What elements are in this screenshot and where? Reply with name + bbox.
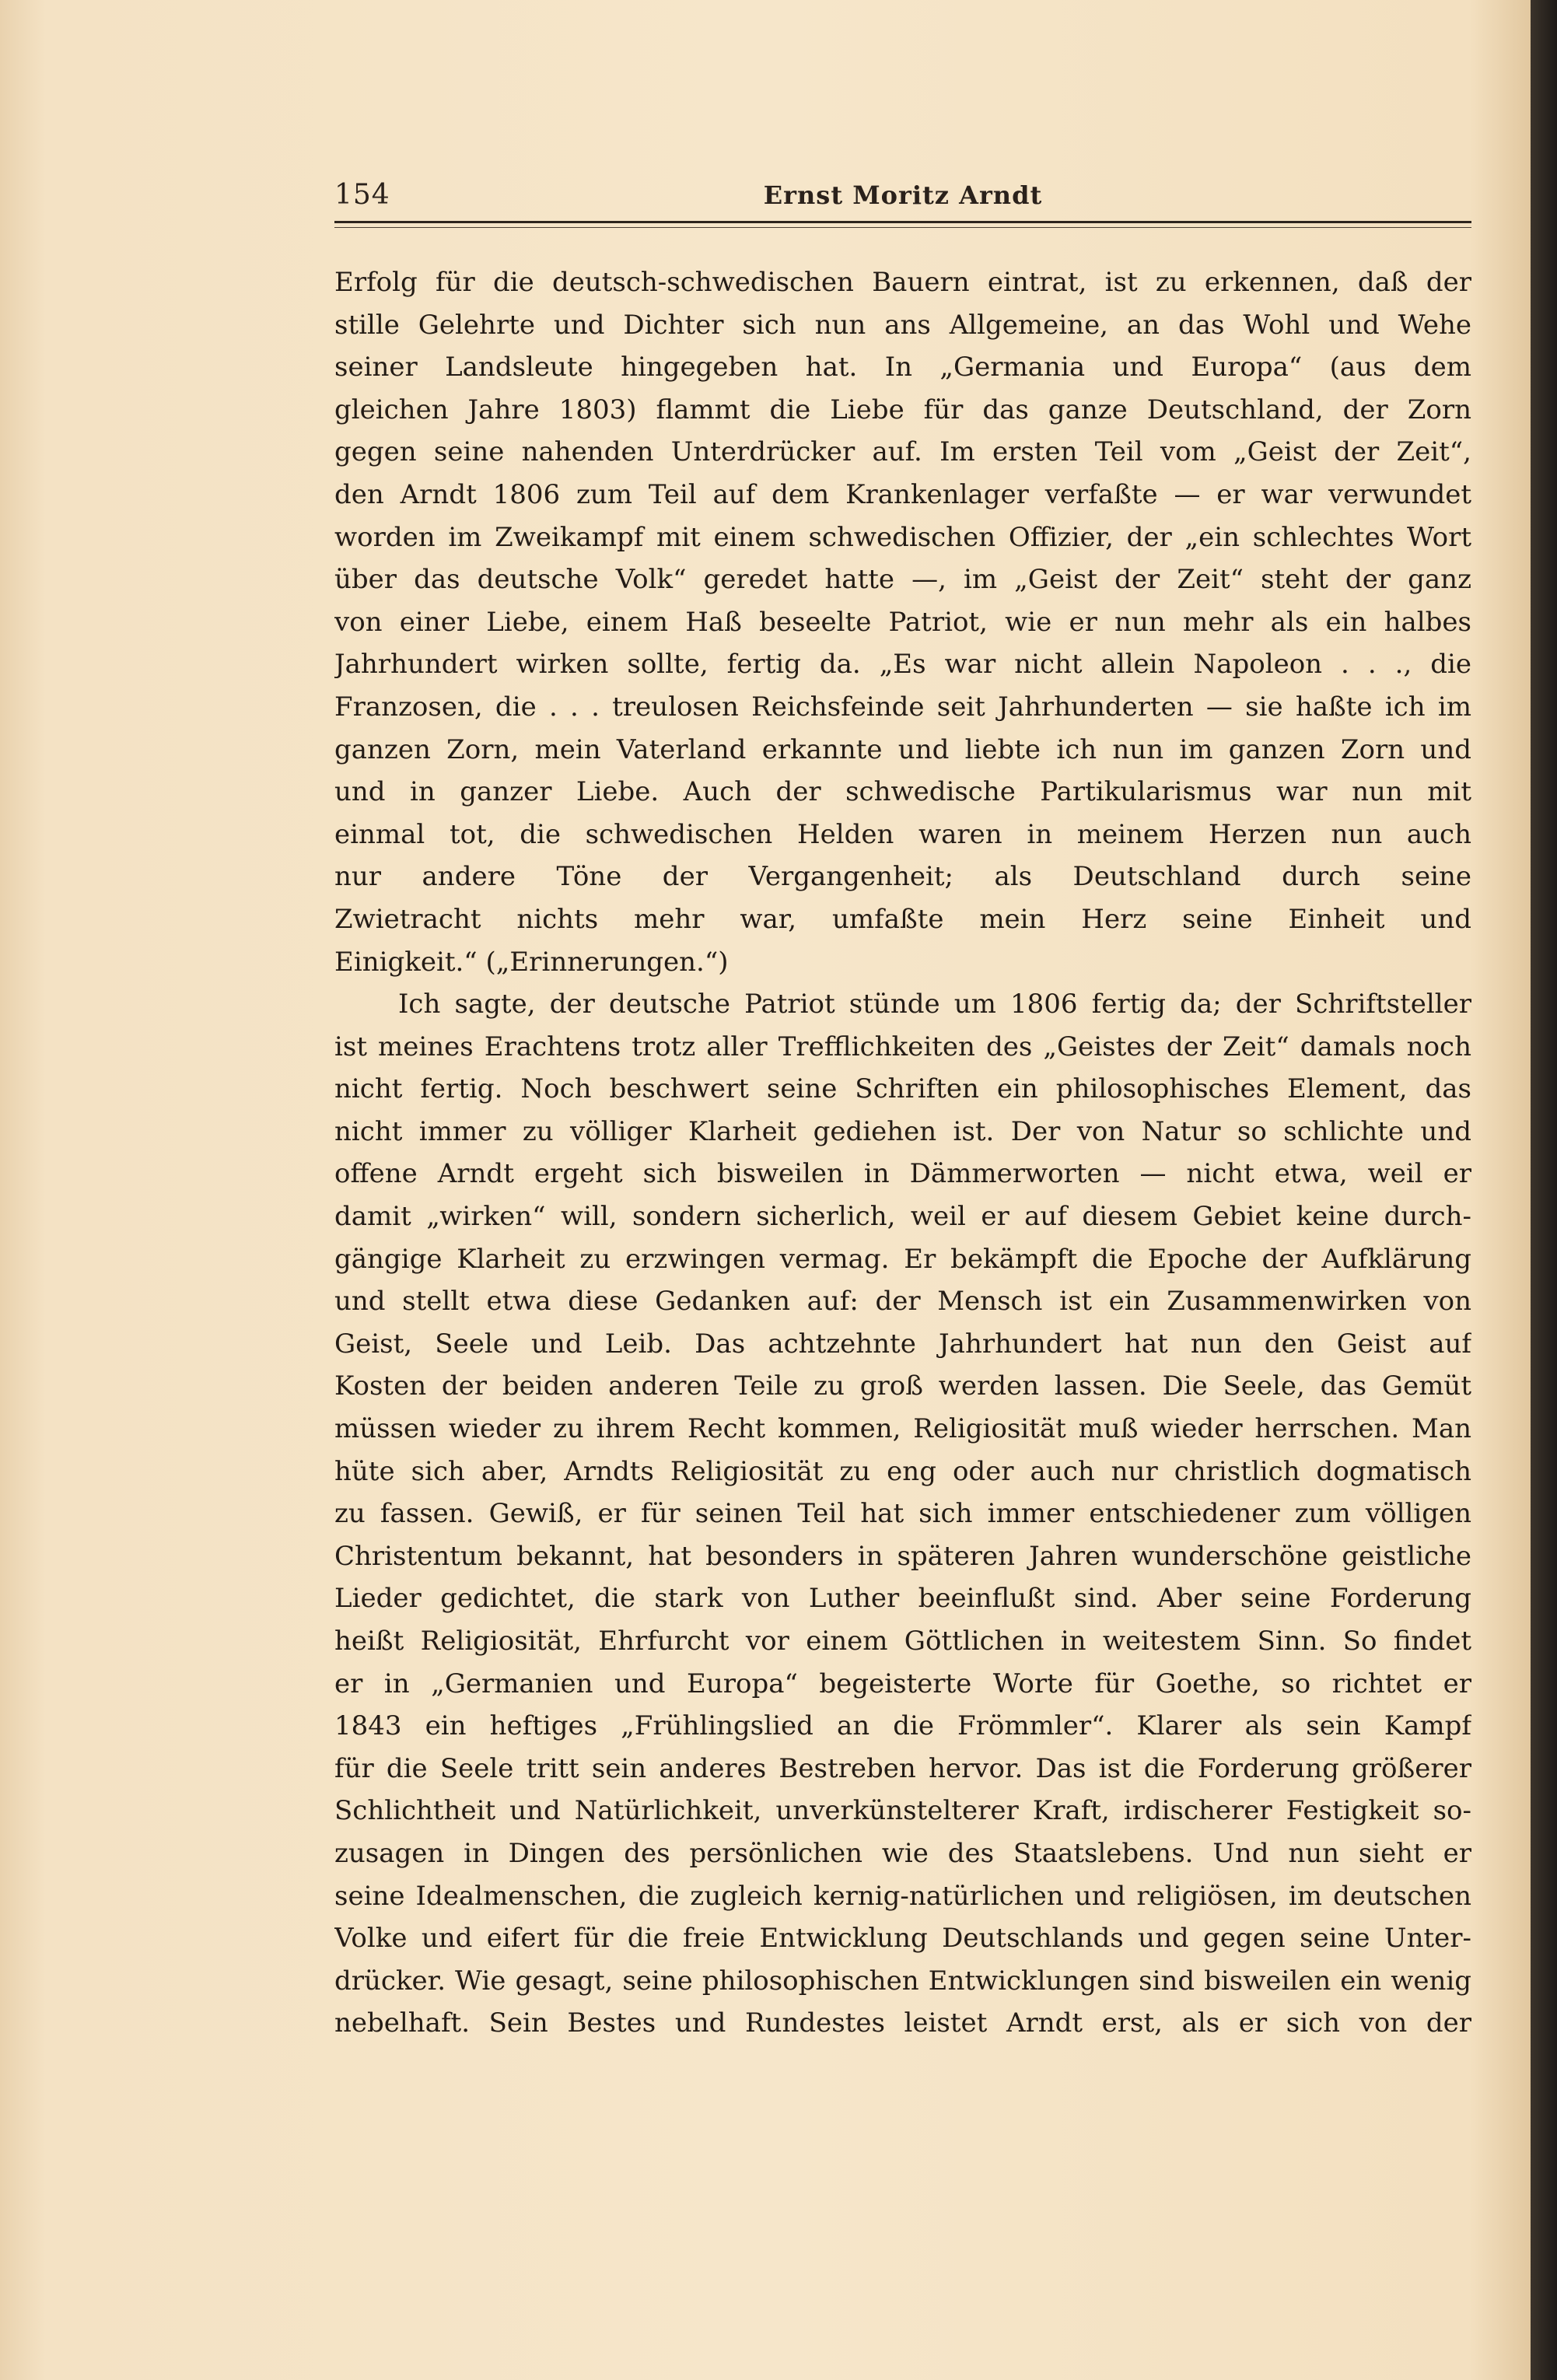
text-line: zusagen in Dingen des persönlichen wie des Staatslebens. Und nun sieht er xyxy=(334,1837,1471,1869)
text-line: Kosten der beiden anderen Teile zu groß werden lassen. Die Seele, das Gemüt xyxy=(334,1370,1471,1402)
text-line: Schlichtheit und Natürlichkeit, unverkünstelterer Kraft, irdischerer Festigkeit so- xyxy=(334,1795,1471,1827)
text-line: Erfolg für die deutsch-schwedischen Bauern eintrat, ist zu erkennen, daß der xyxy=(334,267,1471,298)
text-line: Volke und eifert für die freie Entwicklung Deutschlands und gegen seine Unter- xyxy=(334,1923,1471,1955)
text-line: nur andere Töne der Vergangenheit; als Deutschland durch seine xyxy=(334,861,1471,893)
text-line: Zwietracht nichts mehr war, umfaßte mein Herz seine Einheit und xyxy=(334,903,1471,935)
text-line: Franzosen, die . . . treulosen Reichsfeinde seit Jahrhunderten — sie haßte ich im xyxy=(334,691,1471,723)
text-line: und stellt etwa diese Gedanken auf: der Mensch ist ein Zusammenwirken von xyxy=(334,1286,1471,1318)
text-line: Christentum bekannt, hat besonders in späteren Jahren wunderschöne geistliche xyxy=(334,1540,1471,1572)
running-title: Ernst Moritz Arndt xyxy=(763,180,1043,210)
text-line: gängige Klarheit zu erzwingen vermag. Er bekämpft die Epoche der Aufklärung xyxy=(334,1243,1471,1275)
text-line: stille Gelehrte und Dichter sich nun ans Allgemeine, an das Wohl und Wehe xyxy=(334,309,1471,341)
text-line: drücker. Wie gesagt, seine philosophischen Entwicklungen sind bisweilen ein wenig xyxy=(334,1965,1471,1997)
paragraph-1 xyxy=(334,261,1471,983)
text-line: Einigkeit.“ („Erinnerungen.“) xyxy=(334,946,729,978)
text-line: seine Idealmenschen, die zugleich kernig-natürlichen und religiösen, im deutschen xyxy=(334,1880,1471,1912)
text-line: für die Seele tritt sein anderes Bestreben hervor. Das ist die Forderung größerer xyxy=(334,1752,1471,1784)
page-header xyxy=(334,173,1471,219)
text-line: offene Arndt ergeht sich bisweilen in Dämmerworten — nicht etwa, weil er xyxy=(334,1158,1471,1190)
text-line: Geist, Seele und Leib. Das achtzehnte Jahrhundert hat nun den Geist auf xyxy=(334,1328,1471,1360)
text-line: den Arndt 1806 zum Teil auf dem Krankenlager verfaßte — er war verwundet xyxy=(334,478,1471,510)
text-line: und in ganzer Liebe. Auch der schwedische Partikularismus war nun mit xyxy=(334,776,1471,808)
header-rule-thick xyxy=(334,221,1471,223)
text-line: damit „wirken“ will, sondern sicherlich, weil er auf diesem Gebiet keine durch- xyxy=(334,1201,1471,1233)
text-line: heißt Religiosität, Ehrfurcht vor einem Göttlichen in weitestem Sinn. So findet xyxy=(334,1626,1471,1657)
text-line: müssen wieder zu ihrem Recht kommen, Religiosität muß wieder herrschen. Man xyxy=(334,1413,1471,1445)
text-line: Jahrhundert wirken sollte, fertig da. „Es war nicht allein Napoleon . . ., die xyxy=(334,649,1471,681)
text-line: hüte sich aber, Arndts Religiosität zu eng oder auch nur christlich dogmatisch xyxy=(334,1455,1471,1487)
text-line: ist meines Erachtens trotz aller Trefflichkeiten des „Geistes der Zeit“ damals noch xyxy=(334,1031,1471,1062)
text-line: gleichen Jahre 1803) flammt die Liebe für das ganze Deutschland, der Zorn xyxy=(334,394,1471,425)
body-text xyxy=(334,261,1471,2045)
text-line: er in „Germanien und Europa“ begeisterte Worte für Goethe, so richtet er xyxy=(334,1668,1471,1699)
text-line: ganzen Zorn, mein Vaterland erkannte und liebte ich nun im ganzen Zorn und xyxy=(334,733,1471,765)
text-line: einmal tot, die schwedischen Helden waren in meinem Herzen nun auch xyxy=(334,818,1471,850)
text-line: zu fassen. Gewiß, er für seinen Teil hat sich immer entschiedener zum völligen xyxy=(334,1498,1471,1530)
text-line: nebelhaft. Sein Bestes und Rundestes leistet Arndt erst, als er sich von der xyxy=(334,2007,1471,2039)
text-line: von einer Liebe, einem Haß beseelte Patriot, wie er nun mehr als ein halbes xyxy=(334,606,1471,638)
text-line: gegen seine nahenden Unterdrücker auf. Im ersten Teil vom „Geist der Zeit“, xyxy=(334,436,1471,468)
text-line: 1843 ein heftiges „Frühlingslied an die Frömmler“. Klarer als sein Kampf xyxy=(334,1710,1471,1742)
text-line: nicht fertig. Noch beschwert seine Schriften ein philosophisches Element, das xyxy=(334,1073,1471,1105)
text-line: worden im Zweikampf mit einem schwedischen Offizier, der „ein schlechtes Wort xyxy=(334,521,1471,553)
text-line: über das deutsche Volk“ geredet hatte —, im „Geist der Zeit“ steht der ganz xyxy=(334,564,1471,596)
text-line: Lieder gedichtet, die stark von Luther beeinflußt sind. Aber seine Forderung xyxy=(334,1583,1471,1615)
text-line: seiner Landsleute hingegeben hat. In „Germania und Europa“ (aus dem xyxy=(334,352,1471,383)
text-line: Ich sagte, der deutsche Patriot stünde um 1806 fertig da; der Schriftsteller xyxy=(398,989,1471,1020)
text-line: nicht immer zu völliger Klarheit gediehen ist. Der von Natur so schlichte und xyxy=(334,1115,1471,1147)
paragraph-2 xyxy=(334,983,1471,2045)
page-number: 154 xyxy=(334,179,390,211)
scan-edge-shadow xyxy=(1531,0,1557,2380)
header-rule-thin xyxy=(334,227,1471,228)
